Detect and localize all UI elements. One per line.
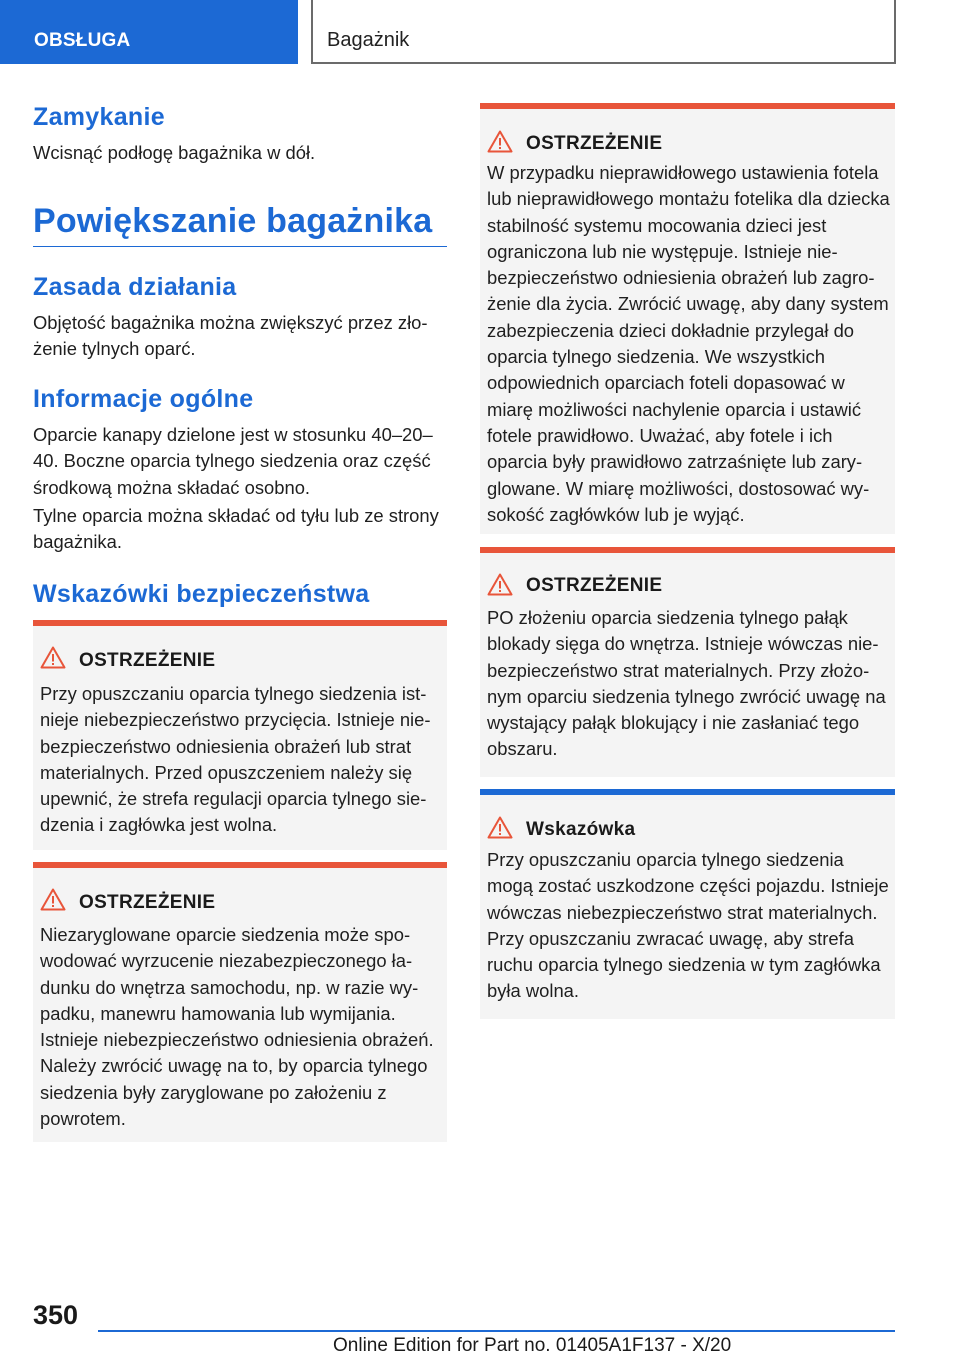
warning-title: OSTRZEŻENIE bbox=[79, 892, 216, 913]
warning-text: Przy opuszczaniu oparcia tylnego siedzenia istnieje niebezpieczeństwo przycięcia. Istnieje niebezpieczeństwo odniesienia obrażeń lub strat materialnych. Przed opuszczeniem należy się upewnić, że strefa regulacji oparcia tylnego siedzenia i zagłówka jest wolna. bbox=[40, 683, 431, 836]
general-heading: Informacje ogólne bbox=[33, 385, 254, 413]
footer-rule bbox=[98, 1330, 895, 1332]
header-chapter-box bbox=[311, 0, 896, 64]
header-section-label: OBSŁUGA bbox=[34, 30, 131, 51]
closing-text: Wcisnąć podłogę bagażnika w dół. bbox=[33, 142, 316, 163]
footer-edition: Online Edition for Part no. 01405A1F137 - X/20 bbox=[333, 1335, 732, 1356]
safety-heading: Wskazówki bezpieczeństwa bbox=[33, 580, 370, 608]
warning-triangle-icon bbox=[40, 646, 66, 669]
note-box bbox=[480, 789, 895, 1019]
page-number: 350 bbox=[33, 1300, 79, 1330]
warning-text: PO złożeniu oparcia siedzenia tylnego pałąk blokady sięga do wnętrza. Istnieje wówczas niebezpieczeństwo strat materialnych. Przy złożonym oparciu siedzenia tylnego zwrócić uwagę na wystający pałąk blokujący i nie zasłaniać tego obszaru. bbox=[487, 607, 886, 760]
note-bar bbox=[480, 789, 895, 795]
warning-bar bbox=[33, 862, 447, 868]
header-section-tab bbox=[0, 0, 298, 64]
main-heading: Powiększanie bagażnika bbox=[33, 202, 433, 240]
warning-bar bbox=[33, 620, 447, 626]
warning-bar bbox=[480, 547, 895, 553]
warning-title: OSTRZEŻENIE bbox=[526, 133, 663, 154]
header-chapter-label: Bagażnik bbox=[327, 29, 410, 51]
warning-text: W przypadku nieprawidłowego ustawienia fotela lub nieprawidłowego montażu fotelika dla dziecka stabilność systemu mocowania dzieci jest ograniczona lub nie występuje. Istnieje niebezpieczeństwo odniesienia obrażeń lub zagrożenie dla życia. Zwrócić uwagę, aby dany system zabezpieczenia dzieci dokładnie przylegał do oparcia tylnego siedzenia. We wszystkich odpowiednich oparciach foteli dopasować w miarę możliwości nachylenie oparcia i ustawić fotele prawidłowo. Uważać, aby fotele i ich oparcia były prawidłowo zatrzaśnięte lub zaryglowane. W miarę możliwości, dostosować wysokość zagłówków lub je wyjąć. bbox=[487, 162, 890, 525]
general-text-2: Tylne oparcia można składać od tyłu lub ze strony bagażnika. bbox=[33, 505, 439, 553]
warning-title: OSTRZEŻENIE bbox=[79, 650, 216, 671]
warning-title: OSTRZEŻENIE bbox=[526, 575, 663, 596]
main-heading-rule bbox=[33, 246, 447, 247]
warning-bar bbox=[480, 103, 895, 109]
warning-box-2 bbox=[33, 862, 447, 1142]
warning-triangle-icon bbox=[487, 130, 513, 153]
general-text-1: Oparcie kanapy dzielone jest w stosunku 40–20–40. Boczne oparcia tylnego siedzenia oraz część środkową można składać osobno. bbox=[33, 424, 433, 498]
principle-heading: Zasada działania bbox=[33, 273, 237, 301]
warning-triangle-icon bbox=[487, 816, 513, 839]
warning-triangle-icon bbox=[40, 888, 66, 911]
note-title: Wskazówka bbox=[526, 819, 636, 840]
warning-box-1 bbox=[33, 620, 447, 850]
principle-text: Objętość bagażnika można zwiększyć przez złożenie tylnych oparć. bbox=[33, 312, 428, 360]
closing-heading: Zamykanie bbox=[33, 103, 165, 131]
note-text: Przy opuszczaniu oparcia tylnego siedzenia mogą zostać uszkodzone części pojazdu. Istnieje wówczas niebezpieczeństwo strat materialnych. Przy opuszczaniu zwracać uwagę, aby strefa ruchu oparcia tylnego siedzenia w tym zagłówka była wolna. bbox=[487, 849, 889, 1002]
warning-triangle-icon bbox=[487, 573, 513, 596]
warning-box-4 bbox=[480, 547, 895, 777]
warning-box-3 bbox=[480, 103, 895, 534]
warning-text: Niezaryglowane oparcie siedzenia może spowodować wyrzucenie niezabezpieczonego ładunku do wnętrza samochodu, np. w razie wypadku, manewru hamowania lub wymijania. Istnieje niebezpieczeństwo odniesienia obrażeń. Należy zwrócić uwagę na to, by oparcia tylnego siedzenia były zaryglowane po założeniu z powrotem. bbox=[40, 924, 434, 1130]
